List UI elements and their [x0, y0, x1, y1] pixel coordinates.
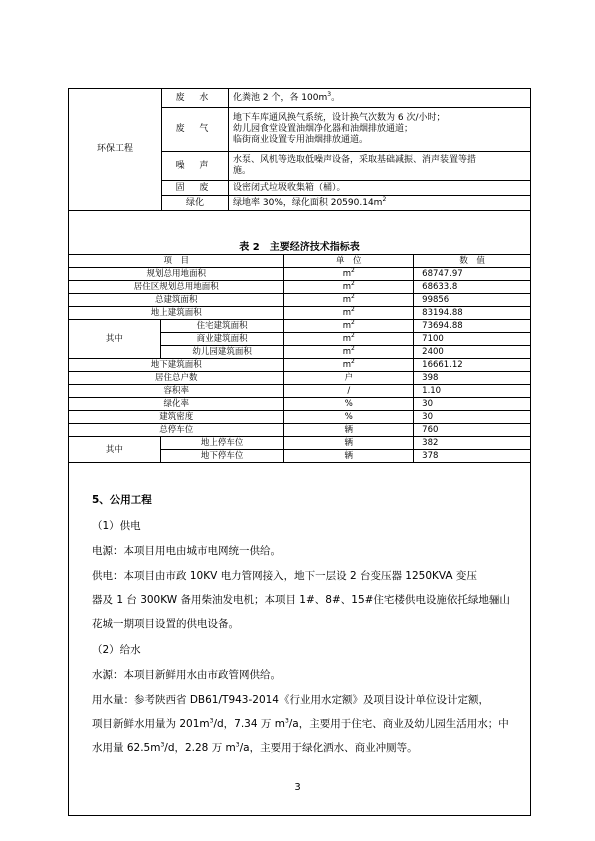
desc-cell: 地下车库通风换气系统，设计换气次数为 6 次/小时； 幼儿园食堂设置油烟净化器和油烟排放通道； 临街商业设置专用油烟排放通道。	[229, 108, 531, 152]
table-row: 总停车位 辆 760	[69, 424, 531, 437]
table-row: 规划总用地面积 $m^2$ 68747.97	[69, 268, 531, 281]
env-engineering-table	[68, 88, 531, 211]
sub-cell: 绿化	[162, 196, 229, 211]
water-heading: （2）给水	[92, 644, 141, 656]
desc-cell: 绿地率 30%，绿化面积 $20590.14m^2$	[229, 196, 531, 211]
table-row: 绿化率 % 30	[69, 398, 531, 411]
sub-cell: 废 水	[162, 89, 229, 108]
table-row: 居住区规划总用地面积 $m^2$ 68633.8	[69, 281, 531, 294]
group-label: 其中	[69, 320, 161, 359]
table-row: 居住总户数 户 398	[69, 372, 531, 385]
water-use-line: 项目新鲜水用量为 $201m^3/d$，7.34 万 $m^3/a$，主要用于住宅、商业及幼儿园生活用水；中	[92, 717, 509, 730]
desc-cell: 化粪池 2 个，各 $100m^3$。	[229, 89, 531, 108]
header-unit: 单 位	[284, 255, 414, 268]
power-supply-line: 器及 1 台 300KW 备用柴油发电机；本项目 1#、8#、15#住宅楼供电设施依托绿地骊山	[92, 594, 510, 606]
table-row: 地下停车位 辆 378	[69, 450, 531, 463]
table-row: 地上建筑面积 $m^2$ 83194.88	[69, 307, 531, 320]
header-item: 项 目	[69, 255, 284, 268]
table-row: 其中 住宅建筑面积 $m^2$ 73694.88	[69, 320, 531, 333]
power-supply-line: 供电：本项目由市政 10KV 电力管网接入，地下一层设 2 台变压器 1250KVA 变压	[92, 570, 477, 582]
page-number: 3	[294, 782, 301, 793]
group-label: 其中	[69, 437, 161, 463]
table-row: 商业建筑面积 $m^2$ 7100	[69, 333, 531, 346]
power-source: 电源：本项目用电由城市电网统一供给。	[92, 545, 281, 557]
sub-cell: 固 废	[162, 181, 229, 196]
header-value: 数 值	[414, 255, 531, 268]
power-supply-line: 花城一期项目设置的供电设备。	[92, 618, 239, 630]
sub-cell: 噪 声	[162, 152, 229, 181]
table-row: 容积率 / 1.10	[69, 385, 531, 398]
water-source: 水源：本项目新鲜用水由市政管网供给。	[92, 669, 281, 681]
water-use-line: 用水量：参考陕西省 DB61/T943-2014《行业用水定额》及项目设计单位设计定额，	[92, 694, 489, 706]
power-heading: （1）供电	[92, 520, 141, 532]
desc-cell: 设密闭式垃圾收集箱（桶）。	[229, 181, 531, 196]
table2-title: 表 2 主要经济技术指标表	[239, 242, 360, 253]
econ-indicators-table	[68, 254, 531, 463]
table-row: 幼儿园建筑面积 $m^2$ 2400	[69, 346, 531, 359]
section-heading: 5、公用工程	[92, 494, 152, 506]
table-row: 其中 地上停车位 辆 382	[69, 437, 531, 450]
table-row: 建筑密度 % 30	[69, 411, 531, 424]
category-cell: 环保工程	[69, 89, 162, 211]
table-row: 地下建筑面积 $m^2$ 16661.12	[69, 359, 531, 372]
water-use-line: 水用量 $62.5m^3/d$，2.28 万 $m^3/a$，主要用于绿化洒水、商业冲厕等。	[92, 741, 418, 754]
sub-cell: 废 气	[162, 108, 229, 152]
desc-cell: 水泵、风机等选取低噪声设备，采取基础减振、消声装置等措 施。	[229, 152, 531, 181]
table-row: 总建筑面积 $m^2$ 99856	[69, 294, 531, 307]
